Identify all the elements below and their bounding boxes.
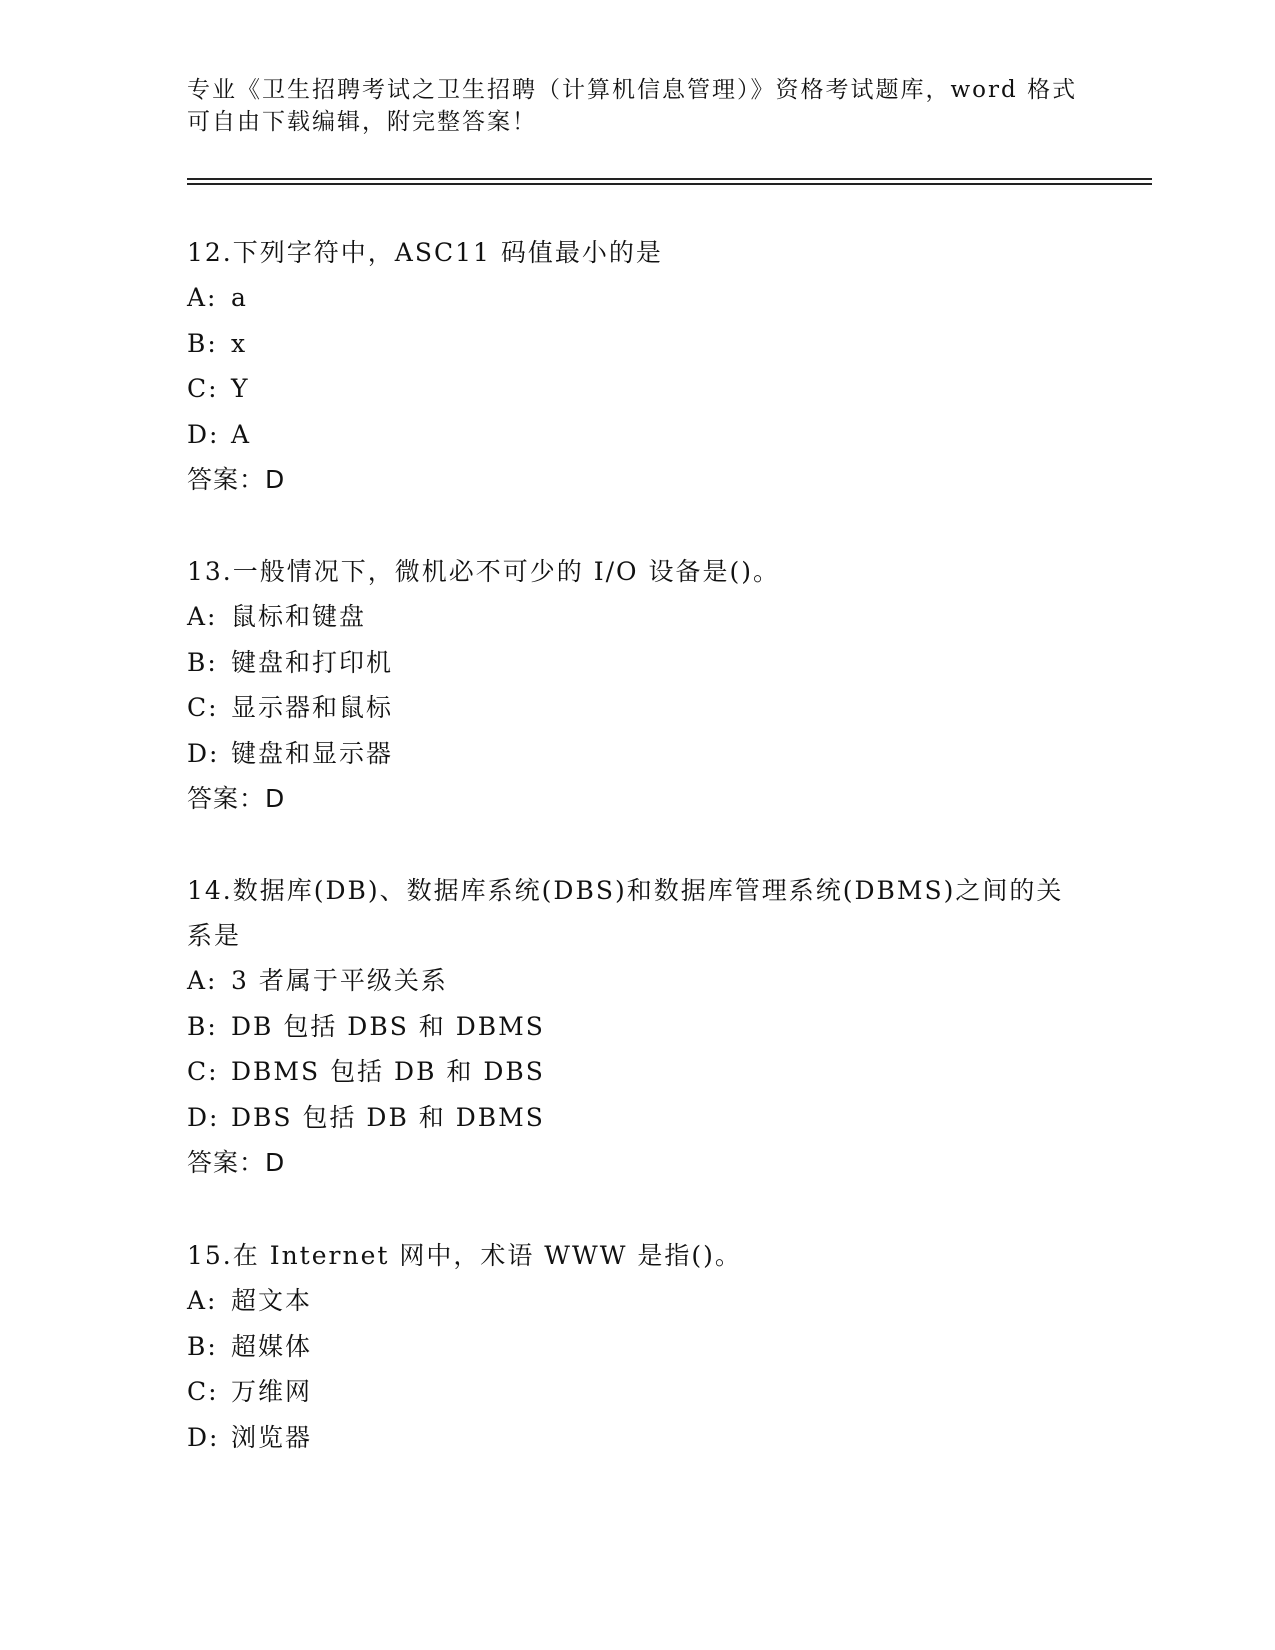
header-divider-top bbox=[187, 178, 1152, 180]
option-label: B: bbox=[187, 328, 218, 358]
option-label: B: bbox=[187, 1011, 218, 1041]
option-text: DB 包括 DBS 和 DBMS bbox=[231, 1011, 545, 1041]
header-line-1: 专业《卫生招聘考试之卫生招聘（计算机信息管理）》资格考试题库，word 格式 bbox=[187, 77, 1078, 103]
option-text: 超文本 bbox=[231, 1286, 313, 1315]
option-label: D: bbox=[187, 1102, 220, 1132]
option-label: D: bbox=[187, 419, 220, 449]
option-text: 显示器和鼠标 bbox=[231, 693, 394, 722]
option-text: A bbox=[231, 419, 252, 449]
option-b bbox=[187, 321, 1067, 367]
option-d bbox=[187, 412, 1067, 458]
header-line-2: 可自由下载编辑，附完整答案！ bbox=[187, 109, 537, 135]
question-stem: 14.数据库(DB)、数据库系统(DBS)和数据库管理系统(DBMS)之间的关系是 bbox=[187, 876, 1064, 950]
option-label: D: bbox=[187, 738, 220, 768]
option-text: a bbox=[231, 283, 248, 312]
option-text: x bbox=[231, 328, 248, 358]
option-label: A: bbox=[187, 966, 218, 995]
option-d bbox=[187, 731, 1067, 777]
option-label: A: bbox=[187, 1286, 218, 1315]
option-text: 超媒体 bbox=[231, 1331, 313, 1361]
question-stem: 12.下列字符中，ASC11 码值最小的是 bbox=[187, 238, 663, 267]
option-text: 鼠标和键盘 bbox=[231, 602, 367, 631]
option-a bbox=[187, 1278, 1067, 1324]
answer-line: 答案：D bbox=[187, 1148, 286, 1177]
option-label: A: bbox=[187, 283, 218, 312]
option-label: C: bbox=[187, 1377, 219, 1406]
option-a bbox=[187, 594, 1067, 640]
option-a bbox=[187, 958, 1067, 1004]
question-13 bbox=[187, 549, 1067, 821]
question-stem: 13.一般情况下，微机必不可少的 I/O 设备是()。 bbox=[187, 557, 780, 586]
option-text: 浏览器 bbox=[231, 1422, 313, 1452]
option-text: 万维网 bbox=[231, 1377, 313, 1406]
option-label: C: bbox=[187, 693, 219, 722]
option-label: C: bbox=[187, 1057, 219, 1086]
answer-line: 答案：D bbox=[187, 784, 286, 813]
option-d bbox=[187, 1415, 1067, 1461]
answer-line: 答案：D bbox=[187, 465, 286, 494]
option-c bbox=[187, 685, 1067, 731]
option-text: DBMS 包括 DB 和 DBS bbox=[231, 1057, 545, 1086]
option-text: 3 者属于平级关系 bbox=[231, 966, 448, 995]
question-15 bbox=[187, 1233, 1067, 1460]
question-stem: 15.在 Internet 网中，术语 WWW 是指()。 bbox=[187, 1241, 742, 1270]
header-divider-bottom bbox=[187, 183, 1152, 185]
option-label: B: bbox=[187, 647, 218, 677]
option-c bbox=[187, 1049, 1067, 1095]
option-label: C: bbox=[187, 374, 219, 403]
option-text: 键盘和显示器 bbox=[231, 738, 394, 768]
question-14 bbox=[187, 868, 1067, 1185]
option-label: A: bbox=[187, 602, 218, 631]
option-c bbox=[187, 1369, 1067, 1415]
option-label: D: bbox=[187, 1422, 220, 1452]
option-c bbox=[187, 366, 1067, 412]
question-12 bbox=[187, 230, 1067, 502]
option-d bbox=[187, 1095, 1067, 1141]
option-text: 键盘和打印机 bbox=[231, 647, 394, 677]
option-b bbox=[187, 640, 1067, 686]
option-b bbox=[187, 1004, 1067, 1050]
option-text: Y bbox=[231, 374, 250, 403]
option-text: DBS 包括 DB 和 DBMS bbox=[231, 1102, 545, 1132]
option-a bbox=[187, 275, 1067, 321]
option-b bbox=[187, 1324, 1067, 1370]
option-label: B: bbox=[187, 1331, 218, 1361]
document-header bbox=[187, 74, 1078, 138]
